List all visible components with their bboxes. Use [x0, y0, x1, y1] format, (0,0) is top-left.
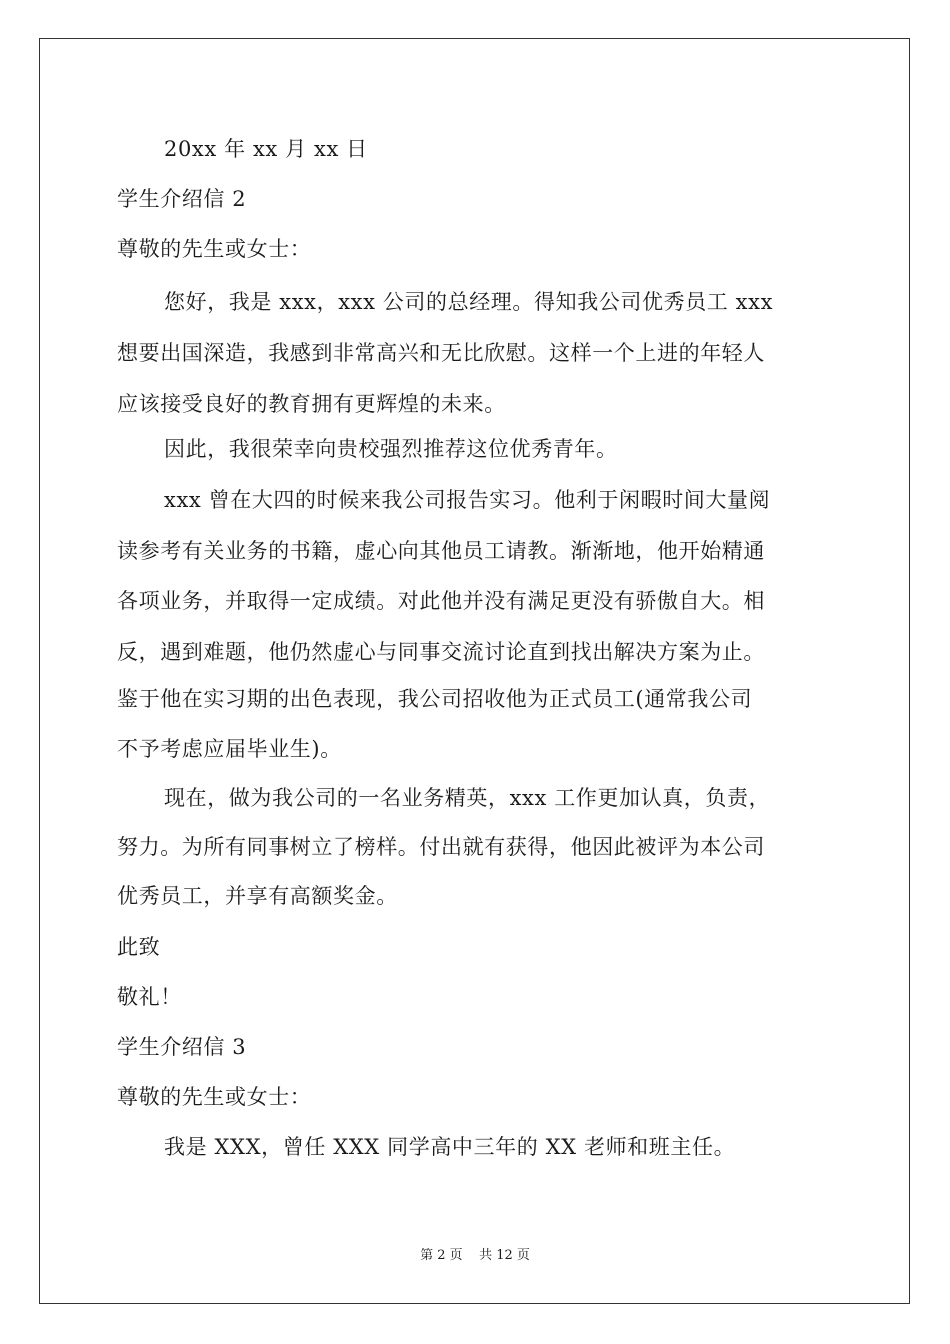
salutation: 尊敬的先生或女士： [117, 237, 312, 261]
salutation: 尊敬的先生或女士： [117, 1085, 312, 1109]
closing-regards: 敬礼！ [117, 985, 182, 1009]
body-line: 优秀员工，并享有高额奖金。 [117, 884, 398, 908]
body-line: xxx 曾在大四的时候来我公司报告实习。他利于闲暇时间大量阅 [164, 488, 771, 512]
body-line: 读参考有关业务的书籍，虚心向其他员工请教。渐渐地，他开始精通 [117, 539, 765, 563]
closing-line: 此致 [117, 935, 161, 959]
body-line: 反，遇到难题，他仍然虚心与同事交流讨论直到找出解决方案为止。 [117, 640, 765, 664]
body-line: 各项业务，并取得一定成绩。对此他并没有满足更没有骄傲自大。相 [117, 589, 765, 613]
page-border [39, 38, 910, 1304]
letter-title: 学生介绍信 2 [117, 187, 247, 211]
body-line: 想要出国深造，我感到非常高兴和无比欣慰。这样一个上进的年轻人 [117, 341, 765, 365]
body-line: 因此，我很荣幸向贵校强烈推荐这位优秀青年。 [164, 437, 618, 461]
body-line: 鉴于他在实习期的出色表现，我公司招收他为正式员工(通常我公司 [117, 687, 753, 711]
date-line: 20xx 年 xx 月 xx 日 [164, 137, 368, 161]
body-line: 不予考虑应届毕业生)。 [117, 737, 342, 761]
body-line: 您好，我是 xxx，xxx 公司的总经理。得知我公司优秀员工 xxx [164, 290, 774, 314]
body-line: 应该接受良好的教育拥有更辉煌的未来。 [117, 392, 506, 416]
body-line: 努力。为所有同事树立了榜样。付出就有获得，他因此被评为本公司 [117, 835, 765, 859]
body-line: 我是 XXX，曾任 XXX 同学高中三年的 XX 老师和班主任。 [164, 1135, 736, 1159]
page-number: 第 2 页 共 12 页 [420, 1248, 530, 1263]
letter-title: 学生介绍信 3 [117, 1035, 247, 1059]
body-line: 现在，做为我公司的一名业务精英，xxx 工作更加认真，负责， [164, 786, 771, 810]
